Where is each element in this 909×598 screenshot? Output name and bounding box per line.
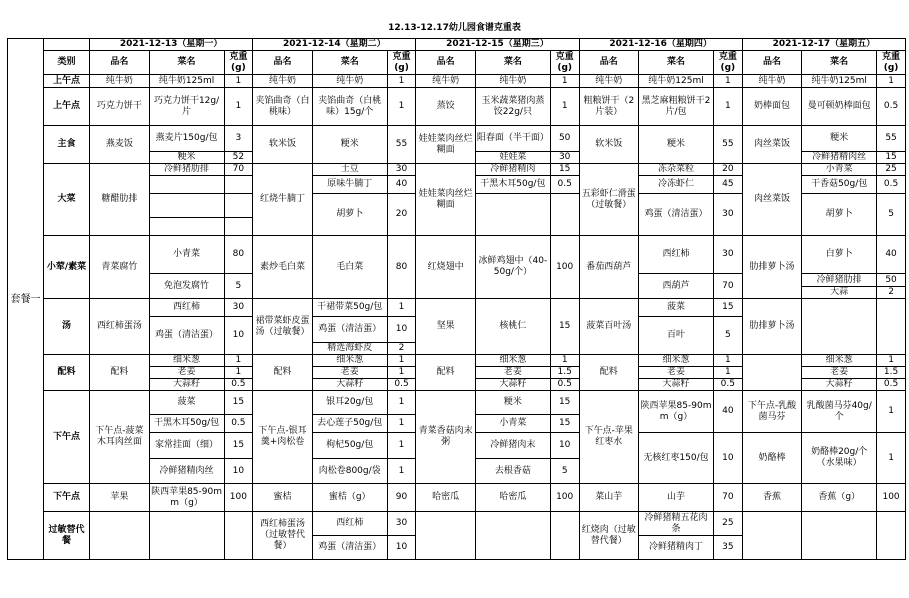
dish-cell: 蜜桔: [253, 484, 313, 512]
item-cell: 粳米: [802, 126, 877, 152]
weight-cell: 15: [877, 152, 906, 164]
item-cell: 奶酪棒20g/个（水果味）: [802, 433, 877, 484]
dish-header: 品名: [742, 51, 802, 75]
dish-cell: 素炒毛白菜: [253, 236, 313, 299]
dish-cell: 下午点-银耳羹+肉松卷: [253, 391, 313, 484]
date-header: 2021-12-16（星期四）: [579, 39, 742, 51]
dish-cell: 奶棒面包: [742, 88, 802, 126]
weight-cell: 30: [224, 299, 253, 317]
item-cell: 细米葱: [802, 355, 877, 367]
weight-cell: 2: [877, 287, 906, 299]
item-cell: 细米葱: [312, 355, 387, 367]
item-cell: 乳酸菌马芬40g/个: [802, 391, 877, 433]
category-cell: 汤: [43, 299, 89, 355]
dish-cell: 苹果: [90, 484, 150, 512]
dish-cell: [90, 512, 150, 560]
weight-cell: 30: [713, 194, 742, 236]
weight-cell: 0.5: [877, 379, 906, 391]
item-cell: [149, 218, 224, 236]
weight-cell: 5: [713, 317, 742, 355]
item-cell: 细米葱: [475, 355, 550, 367]
category-cell: 下午点: [43, 391, 89, 484]
weight-cell: 100: [877, 484, 906, 512]
weight-cell: 50: [877, 274, 906, 287]
category-cell: 上午点: [43, 88, 89, 126]
item-cell: [802, 299, 877, 355]
item-cell: 陕西苹果85-90mm（g）: [149, 484, 224, 512]
category-cell: 大菜: [43, 164, 89, 236]
item-cell: [475, 194, 550, 236]
dish-cell: 红烧翅中: [416, 236, 476, 299]
weight-cell: 100: [550, 236, 579, 299]
weight-cell: 1: [224, 75, 253, 88]
item-cell: 老姜: [149, 367, 224, 379]
dish-cell: 坚果: [416, 299, 476, 355]
item-cell: 粳米: [312, 126, 387, 164]
item-cell: 小青菜: [802, 164, 877, 176]
weight-cell: 10: [387, 536, 416, 560]
item-cell: 鸡蛋（清洁蛋）: [149, 317, 224, 355]
item-cell: 菠菜: [149, 391, 224, 415]
weight-cell: 10: [387, 317, 416, 343]
dish-cell: [742, 355, 802, 391]
date-header: 2021-12-14（星期二）: [253, 39, 416, 51]
dish-cell: 软米饭: [579, 126, 639, 164]
item-cell: 干香菇50g/包: [802, 176, 877, 194]
weight-cell: 1: [224, 88, 253, 126]
item-cell: 燕麦片150g/包: [149, 126, 224, 152]
weight-cell: 1: [713, 367, 742, 379]
weight-header: 克重(g): [224, 51, 253, 75]
item-cell: 家常挂面（细）: [149, 433, 224, 459]
weight-cell: 15: [550, 164, 579, 176]
item-cell: 大蒜籽: [149, 379, 224, 391]
item-cell: 老姜: [639, 367, 714, 379]
weight-header: 克重(g): [387, 51, 416, 75]
weight-cell: 1: [877, 433, 906, 484]
dish-cell: 菜山芋: [579, 484, 639, 512]
category-cell: 过敏替代餐: [43, 512, 89, 560]
dish-cell: 巧克力饼干: [90, 88, 150, 126]
item-cell: 曼可顿奶棒面包: [802, 88, 877, 126]
dish-cell: 配料: [90, 355, 150, 391]
dish-cell: 肉丝菜饭: [742, 126, 802, 164]
menu-table: [7, 38, 906, 560]
item-cell: 纯牛奶: [312, 75, 387, 88]
weight-header: 克重(g): [877, 51, 906, 75]
item-cell: 无核红枣150/包: [639, 433, 714, 484]
item-cell: 哈密瓜: [475, 484, 550, 512]
item-cell: 老姜: [312, 367, 387, 379]
item-cell: [149, 512, 224, 560]
item-cell: [149, 176, 224, 194]
dish-cell: 配料: [579, 355, 639, 391]
item-cell: 小青菜: [475, 415, 550, 433]
weight-cell: 15: [713, 299, 742, 317]
dish-cell: [416, 512, 476, 560]
weight-cell: 55: [877, 126, 906, 152]
dish-cell: 肉丝菜饭: [742, 164, 802, 236]
item-cell: 免泡发腐竹: [149, 274, 224, 299]
dish-cell: 哈密瓜: [416, 484, 476, 512]
item-cell: 粳米: [639, 126, 714, 164]
item-cell: 鸡蛋（清洁蛋）: [639, 194, 714, 236]
item-cell: 老姜: [802, 367, 877, 379]
item-cell: 冷鲜猪精肉丝: [149, 459, 224, 484]
item-cell: 白萝卜: [802, 236, 877, 274]
weight-cell: 1: [387, 415, 416, 433]
item-header: 菜名: [312, 51, 387, 75]
item-cell: 枸杞50g/包: [312, 433, 387, 459]
item-cell: 山芋: [639, 484, 714, 512]
weight-cell: 30: [550, 152, 579, 164]
item-cell: 细米葱: [639, 355, 714, 367]
weight-cell: [877, 512, 906, 560]
item-cell: 老姜: [475, 367, 550, 379]
weight-cell: 15: [550, 299, 579, 355]
weight-cell: [224, 176, 253, 194]
weight-cell: 30: [387, 164, 416, 176]
weight-cell: 5: [224, 274, 253, 299]
weight-cell: 1.5: [877, 367, 906, 379]
weight-cell: 70: [713, 484, 742, 512]
item-cell: 巧克力饼干12g/片: [149, 88, 224, 126]
weight-cell: 25: [713, 512, 742, 536]
weight-cell: 45: [713, 176, 742, 194]
weight-cell: 15: [550, 391, 579, 415]
category-cell: 主食: [43, 126, 89, 164]
weight-cell: 0.5: [550, 176, 579, 194]
date-header: 2021-12-13（星期一）: [90, 39, 253, 51]
weight-cell: [224, 218, 253, 236]
dish-cell: 青菜腐竹: [90, 236, 150, 299]
weight-cell: 15: [550, 415, 579, 433]
weight-cell: 1: [550, 75, 579, 88]
weight-cell: 30: [387, 512, 416, 536]
dish-cell: 裙带菜虾皮蛋汤（过敏餐）: [253, 299, 313, 355]
dish-cell: 蒸饺: [416, 88, 476, 126]
dish-cell: 番茄西葫芦: [579, 236, 639, 299]
weight-cell: 100: [550, 484, 579, 512]
dish-cell: 五彩虾仁滑蛋（过敏餐）: [579, 164, 639, 236]
item-cell: 西红柿: [639, 236, 714, 274]
weight-cell: 30: [713, 236, 742, 274]
weight-cell: 1: [713, 355, 742, 367]
weight-cell: 0.5: [387, 379, 416, 391]
dish-cell: 纯牛奶: [579, 75, 639, 88]
weight-cell: 0.5: [224, 379, 253, 391]
item-cell: 去根香菇: [475, 459, 550, 484]
item-cell: 冷鲜猪肉末: [475, 433, 550, 459]
item-cell: 冰鲜鸡翅中（40-50g/个）: [475, 236, 550, 299]
weight-cell: 40: [877, 236, 906, 274]
dish-cell: 西红柿蛋汤: [90, 299, 150, 355]
weight-cell: 1: [387, 355, 416, 367]
dish-cell: 红烧牛腩丁: [253, 164, 313, 236]
category-cell: 配料: [43, 355, 89, 391]
item-cell: 细米葱: [149, 355, 224, 367]
weight-cell: 1.5: [550, 367, 579, 379]
dish-cell: 燕麦饭: [90, 126, 150, 164]
dish-cell: 娃娃菜肉丝烂糊面: [416, 164, 476, 236]
weight-cell: 0.5: [550, 379, 579, 391]
weight-cell: 40: [387, 176, 416, 194]
weight-cell: 1: [713, 75, 742, 88]
weight-cell: 80: [224, 236, 253, 274]
weight-cell: 10: [713, 433, 742, 484]
item-cell: [475, 512, 550, 560]
item-cell: 鸡蛋（清洁蛋）: [312, 536, 387, 560]
item-cell: 大蒜: [802, 287, 877, 299]
dish-header: 品名: [253, 51, 313, 75]
item-cell: 西红柿: [312, 512, 387, 536]
weight-header: 克重(g): [550, 51, 579, 75]
item-cell: 纯牛奶125ml: [802, 75, 877, 88]
weight-cell: 1: [550, 88, 579, 126]
item-cell: 大蒜籽: [802, 379, 877, 391]
weight-cell: 10: [224, 317, 253, 355]
weight-cell: 1: [877, 391, 906, 433]
weight-cell: 3: [224, 126, 253, 152]
weight-cell: 1: [224, 355, 253, 367]
item-cell: 冷鲜猪精肉: [475, 164, 550, 176]
dish-cell: 软米饭: [253, 126, 313, 164]
item-cell: 冻杂菜粒: [639, 164, 714, 176]
item-cell: 娃娃菜: [475, 152, 550, 164]
item-cell: 小青菜: [149, 236, 224, 274]
dish-header: 品名: [416, 51, 476, 75]
dish-cell: 下午点-菠菜木耳肉丝面: [90, 391, 150, 484]
weight-cell: 25: [877, 164, 906, 176]
dish-cell: 青菜香菇肉末粥: [416, 391, 476, 484]
weight-cell: 2: [387, 343, 416, 355]
item-cell: 肉松卷800g/袋: [312, 459, 387, 484]
item-cell: 纯牛奶125ml: [639, 75, 714, 88]
dish-cell: 夹馅曲奇（白桃味）: [253, 88, 313, 126]
item-cell: 冷鲜猪精五花肉条: [639, 512, 714, 536]
weight-cell: [550, 194, 579, 236]
item-cell: 百叶: [639, 317, 714, 355]
weight-cell: 5: [877, 194, 906, 236]
dish-header: 品名: [90, 51, 150, 75]
dish-cell: 配料: [416, 355, 476, 391]
category-cell: 上午点: [43, 75, 89, 88]
weight-cell: 15: [224, 391, 253, 415]
item-cell: 大蒜籽: [475, 379, 550, 391]
dish-cell: 肋排萝卜汤: [742, 236, 802, 299]
item-cell: 冷鲜猪精肉丝: [802, 152, 877, 164]
item-cell: 纯牛奶125ml: [149, 75, 224, 88]
weight-cell: 1: [387, 459, 416, 484]
weight-cell: 0.5: [877, 88, 906, 126]
dish-cell: 纯牛奶: [253, 75, 313, 88]
weight-cell: 40: [713, 391, 742, 433]
item-cell: 胡萝卜: [312, 194, 387, 236]
item-header: 菜名: [639, 51, 714, 75]
item-header: 菜名: [149, 51, 224, 75]
item-cell: 夹馅曲奇（白桃味）15g/个: [312, 88, 387, 126]
weight-cell: 50: [550, 126, 579, 152]
dish-cell: 香蕉: [742, 484, 802, 512]
weight-cell: 0.5: [224, 415, 253, 433]
weight-cell: 1: [387, 88, 416, 126]
item-cell: 冷鲜猪肋排: [149, 164, 224, 176]
weight-cell: 0.5: [713, 379, 742, 391]
weight-cell: 1: [387, 75, 416, 88]
item-cell: 粳米: [149, 152, 224, 164]
set-label: 套餐一: [8, 39, 44, 560]
category-header: 类别: [43, 51, 89, 75]
weight-cell: 15: [224, 433, 253, 459]
item-cell: 大蒜籽: [312, 379, 387, 391]
dish-cell: 下午点-苹果红枣水: [579, 391, 639, 484]
weight-cell: 1: [550, 355, 579, 367]
item-cell: 干裙带菜50g/包: [312, 299, 387, 317]
weight-cell: [224, 512, 253, 560]
sheet-title: 12.13-12.17幼儿园食谱克重表: [388, 23, 521, 33]
weight-cell: 52: [224, 152, 253, 164]
dish-cell: 配料: [253, 355, 313, 391]
weight-cell: [224, 194, 253, 218]
date-header: 2021-12-15（星期三）: [416, 39, 579, 51]
weight-cell: 100: [224, 484, 253, 512]
weight-cell: 1: [713, 88, 742, 126]
item-cell: 核桃仁: [475, 299, 550, 355]
item-cell: 冷鲜猪肋排: [802, 274, 877, 287]
item-cell: 冷鲜猪精肉丁: [639, 536, 714, 560]
item-cell: 西红柿: [149, 299, 224, 317]
dish-cell: 西红柿蛋汤（过敏替代餐）: [253, 512, 313, 560]
item-cell: 西葫芦: [639, 274, 714, 299]
item-cell: 毛白菜: [312, 236, 387, 299]
item-cell: 阳春面（半干面）: [475, 126, 550, 152]
item-cell: 菠菜: [639, 299, 714, 317]
dish-cell: 红烧肉（过敏替代餐）: [579, 512, 639, 560]
dish-cell: 纯牛奶: [742, 75, 802, 88]
date-header: 2021-12-17（星期五）: [742, 39, 905, 51]
weight-cell: 1: [877, 75, 906, 88]
item-cell: 土豆: [312, 164, 387, 176]
item-cell: 香蕉（g）: [802, 484, 877, 512]
dish-header: 品名: [579, 51, 639, 75]
dish-cell: 纯牛奶: [90, 75, 150, 88]
item-header: 菜名: [475, 51, 550, 75]
weight-cell: 1: [877, 355, 906, 367]
weight-cell: [877, 299, 906, 355]
dish-cell: [742, 512, 802, 560]
dish-cell: 娃娃菜肉丝烂糊面: [416, 126, 476, 164]
item-cell: 大蒜籽: [639, 379, 714, 391]
weight-cell: 20: [387, 194, 416, 236]
weight-header: 克重(g): [713, 51, 742, 75]
weight-cell: 1: [387, 299, 416, 317]
item-cell: 黑芝麻粗粮饼干2片/包: [639, 88, 714, 126]
item-cell: 精选海虾皮: [312, 343, 387, 355]
item-cell: 蜜桔（g）: [312, 484, 387, 512]
dish-cell: 糖醋肋排: [90, 164, 150, 236]
item-cell: 粳米: [475, 391, 550, 415]
weight-cell: 20: [713, 164, 742, 176]
dish-cell: 纯牛奶: [416, 75, 476, 88]
weight-cell: 1: [224, 367, 253, 379]
weight-cell: 1: [387, 433, 416, 459]
weight-cell: 1: [387, 391, 416, 415]
item-cell: 冷冻虾仁: [639, 176, 714, 194]
item-cell: 陕西苹果85-90mm（g）: [639, 391, 714, 433]
weight-cell: 10: [550, 433, 579, 459]
item-cell: 去心莲子50g/包: [312, 415, 387, 433]
dish-cell: 粗粮饼干（2片装）: [579, 88, 639, 126]
weight-cell: 55: [713, 126, 742, 164]
weight-cell: 0.5: [877, 176, 906, 194]
category-cell: 下午点: [43, 484, 89, 512]
item-cell: 纯牛奶: [475, 75, 550, 88]
weight-cell: 80: [387, 236, 416, 299]
dish-cell: 菠菜百叶汤: [579, 299, 639, 355]
item-cell: 原味牛腩丁: [312, 176, 387, 194]
item-cell: 干黑木耳50g/包: [475, 176, 550, 194]
dish-cell: 下午点-乳酸菌马芬: [742, 391, 802, 433]
category-cell: 小荤/素菜: [43, 236, 89, 299]
dish-cell: 奶酪棒: [742, 433, 802, 484]
item-cell: 胡萝卜: [802, 194, 877, 236]
dish-cell: 肋排萝卜汤: [742, 299, 802, 355]
item-cell: 玉米蔬菜猪肉蒸饺22g/只: [475, 88, 550, 126]
weight-cell: [550, 512, 579, 560]
item-cell: 鸡蛋（清洁蛋）: [312, 317, 387, 343]
item-header: 菜名: [802, 51, 877, 75]
weight-cell: 5: [550, 459, 579, 484]
item-cell: 银耳20g/包: [312, 391, 387, 415]
item-cell: [802, 512, 877, 560]
weight-cell: 70: [713, 274, 742, 299]
weight-cell: 70: [224, 164, 253, 176]
weight-cell: 10: [224, 459, 253, 484]
weight-cell: 90: [387, 484, 416, 512]
item-cell: 干黑木耳50g/包: [149, 415, 224, 433]
weight-cell: 35: [713, 536, 742, 560]
item-cell: [149, 194, 224, 218]
weight-cell: 1: [387, 367, 416, 379]
weight-cell: 55: [387, 126, 416, 164]
